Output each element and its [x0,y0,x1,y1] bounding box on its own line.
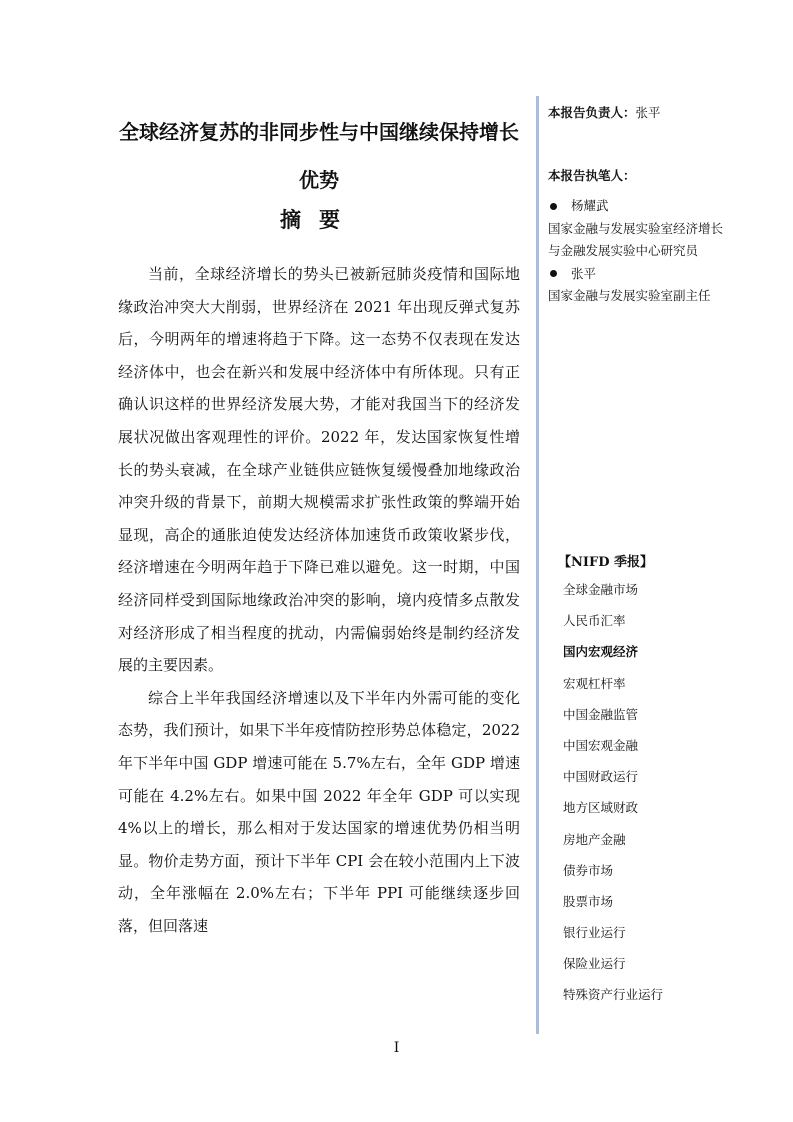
author-affiliation: 国家金融与发展实验室副主任 [548,288,711,303]
nav-heading: 【NIFD 季报】 [558,555,653,570]
report-series-nav [563,574,663,1011]
abstract-paragraph-1: 当前，全球经济增长的势头已被新冠肺炎疫情和国际地缘政治冲突大大削弱，世界经济在 2021 年出现反弹式复苏后，今明两年的增速将趋于下降。这一态势不仅表现在发达经济体中，也会在新兴和发展中经济体中有所体现。只有正确认识这样的世界经济发展大势，才能对我国当下的经济发展状况做出客观理性的评价。2022 年，发达国家恢复性增长的势头衰减，在全球产业链供应链恢复缓慢叠加地缘政治冲突升级的背景下，前期大规模需求扩张性政策的弊端开始显现，高企的通胀迫使发达经济体加速货币政策收紧步伐，经济增速在今明两年趋于下降已难以避免。这一时期，中国经济同样受到国际地缘政治冲突的影响，境内疫情多点散发对经济形成了相当程度的扰动，内需偏弱始终是制约经济发展的主要因素。 [118,265,520,675]
author-entry [548,263,723,308]
nav-item[interactable]: 中国宏观金融 [563,737,639,753]
bullet-icon [550,270,557,277]
nav-item[interactable]: 债券市场 [563,862,614,878]
nav-item[interactable]: 人民币汇率 [563,613,626,629]
sidebar-divider [536,96,539,1034]
nav-item[interactable]: 特殊资产行业运行 [563,987,664,1003]
responsible-line [548,103,661,121]
author-list [548,195,723,308]
nav-item[interactable]: 房地产金融 [563,831,626,847]
responsible-name: 张平 [635,105,661,120]
writers-label: 本报告执笔人： [548,168,636,183]
nav-item[interactable]: 地方区域财政 [563,800,639,816]
abstract-heading: 摘要 [280,207,358,232]
author-entry [548,195,723,263]
report-title: 全球经济复苏的非同步性与中国继续保持增长优势 [119,120,519,192]
abstract-paragraph-2: 综合上半年我国经济增速以及下半年内外需可能的变化态势，我们预计，如果下半年疫情防控形势总体稳定，2022 年下半年中国 GDP 增速可能在 5.7%左右，全年 GDP 增速可能在 4.2%左右。如果中国 2022 年全年 GDP 可以实现 4%以上的增长，那么相对于发达国家的增速优势仍相当明显。物价走势方面，预计下半年 CPI 会在较小范围内上下波动，全年涨幅在 2.0%左右；下半年 PPI 可能继续逐步回落，但回落速 [118,688,520,935]
bullet-icon [550,203,557,210]
nav-item[interactable]: 中国金融监管 [563,706,639,722]
author-name: 张平 [571,265,597,281]
author-name: 杨耀武 [571,198,609,213]
nav-item[interactable]: 宏观杠杆率 [563,675,626,691]
responsible-label: 本报告负责人： [548,105,636,120]
nav-item[interactable]: 股票市场 [563,893,614,909]
nav-item[interactable]: 银行业运行 [563,925,626,941]
nav-item[interactable]: 保险业运行 [563,956,626,972]
nav-item[interactable]: 全球金融市场 [563,582,639,597]
abstract-body [118,258,520,942]
page-number: I [393,1040,400,1056]
nav-item[interactable]: 中国财政运行 [563,769,639,785]
nav-item-active[interactable]: 国内宏观经济 [563,644,639,660]
author-affiliation: 国家金融与发展实验室经济增长与金融发展实验中心研究员 [548,220,724,258]
